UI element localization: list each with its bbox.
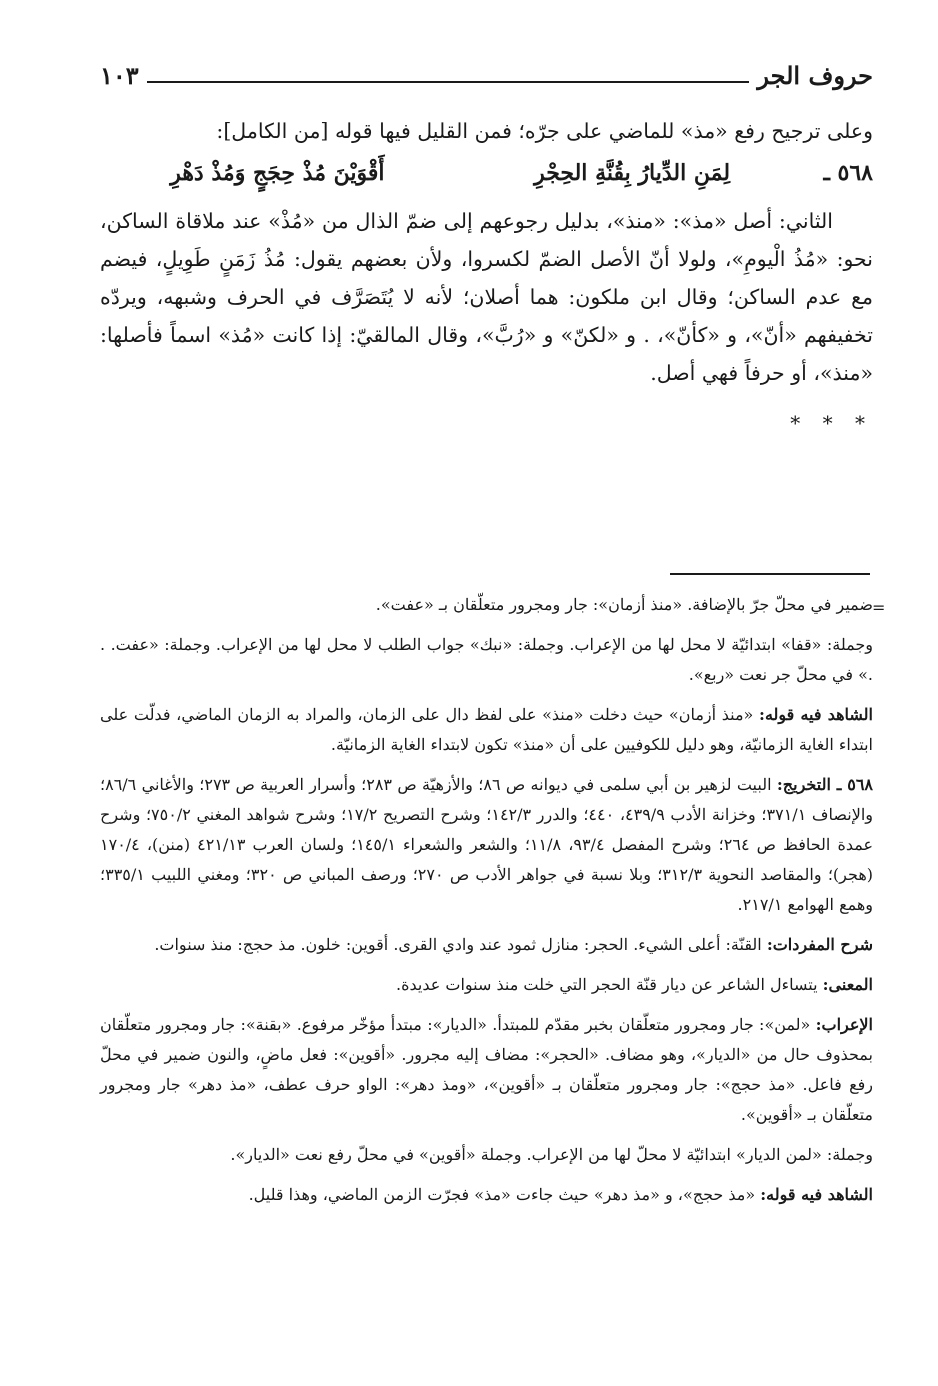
intro-paragraph: وعلى ترجيح رفع «مذ» للماضي على جرّه؛ فمن القليل فيها قوله [من الكامل]: [216,119,873,143]
footnote-paragraph [100,630,873,690]
footnote-paragraph [100,1010,873,1130]
footnote-text: وجملة: «قفا» ابتدائيّة لا محل لها من الإعراب. وجملة: «نبك» جواب الطلب لا محل لها من الإعراب. وجملة: «عفت. . .» في محلّ جر نعت «ربع». [100,635,873,684]
verse-number: ٥٦٨ ـ [823,160,873,186]
footnote-text: القنّة: أعلى الشيء. الحجر: منازل ثمود عند وادي القرى. أقوين: خلون. مذ حجج: منذ سنوات. [154,935,762,954]
footnote-text: «لمن»: جار ومجرور متعلّقان بخبر مقدّم للمبتدأ. «الديار»: مبتدأ مؤخّر مرفوع. «بقنة»: جار ومجرور متعلّقان بمحذوف حال من «الديار»، وهو مضاف. «الحجر»: مضاف إليه مجرور. «أقوين»: فعل ماضٍ، والنون ضمير في محلّ رفع فاعل. «مذ حجج»: جار ومجرور متعلّقان بـ «أقوين»، «ومذ دهر»: الواو حرف عطف، «مذ دهر» جار ومجرور متعلّقان بـ «أقوين». [100,1015,873,1124]
footnote-text: «منذ أزمان» حيث دخلت «منذ» على لفظ دال على الزمان، والمراد به الزمان الماضي، فدلّت على ابتداء الغاية الزمانيّة، وهو دليل للكوفيين على أن «منذ» تكون لابتداء الغاية الزمانيّة. [100,705,873,754]
footnote-paragraph [100,590,873,620]
footnote-rule [670,573,870,575]
running-header [100,50,873,90]
footnote-label: الإعراب: [815,1015,873,1034]
footnotes [100,590,873,1220]
verse-first-hemistich: لِمَنِ الدِّيارُ بِقُنَّةِ الحِجْرِ [534,160,731,186]
footnote-paragraph [100,1140,873,1170]
footnote-paragraph [100,970,873,1000]
footnote-text: يتساءل الشاعر عن ديار قنّة الحجر التي خلت منذ سنوات عديدة. [396,975,818,994]
verse-second-hemistich: أَقْوَيْنَ مُذْ حِجَجٍ وَمُذْ دَهْرِ [170,160,385,186]
chapter-title: حروف الجر [757,61,873,90]
section-separator: * * * [790,411,873,435]
poetry-verse [100,154,873,192]
main-text [100,112,873,442]
footnote-paragraph [100,700,873,760]
footnote-label: شرح المفردات: [766,935,873,954]
page-number: ١٠٣ [100,61,139,90]
continuation-mark: = [872,598,886,617]
footnote-text: وجملة: «لمن الديار» ابتدائيّة لا محلّ لها من الإعراب. وجملة «أقوين» في محلّ رفع نعت «الديار». [230,1145,873,1164]
footnote-label: المعنى: [822,975,873,994]
footnote-label: الشاهد فيه قوله: [760,1185,873,1204]
footnote-text: البيت لزهير بن أبي سلمى في ديوانه ص ٨٦؛ والأزهيّة ص ٢٨٣؛ وأسرار العربية ص ٢٧٣؛ والأغاني ٨٦/٦؛ والإنصاف ٣٧١/١؛ وخزانة الأدب ٤٣٩/٩، ٤٤٠؛ والدرر ١٤٢/٣؛ وشرح التصريح ١٧/٢؛ وشرح شواهد المغني ٧٥٠/٢؛ وشرح عمدة الحافظ ص ٢٦٤؛ وشرح المفصل ٩٣/٤، ١١/٨؛ والشعر والشعراء ١٤٥/١؛ ولسان العرب ٤٢١/١٣ (منن)، ١٧٠/٤ (هجر)؛ والمقاصد النحوية ٣١٢/٣؛ وبلا نسبة في جواهر الأدب ص ٢٧٠؛ ورصف المباني ص ٣٢٠؛ ومغني اللبيب ٣٣٥/١؛ وهمع الهوامع ٢١٧/١. [100,775,874,914]
footnote-label: ٥٦٨ ـ التخريج: [776,775,873,794]
footnote-text: «مذ حجج»، و «مذ دهر» حيث جاءت «مذ» فجرّت الزمن الماضي، وهذا قليل. [248,1185,756,1204]
footnote-paragraph [100,770,873,920]
footnote-text: ضمير في محلّ جرّ بالإضافة. «منذ أزمان»: جار ومجرور متعلّقان بـ «عفت». [375,595,873,614]
header-rule [147,81,750,83]
body-paragraph: الثاني: أصل «مذ»: «منذ»، بدليل رجوعهم إلى ضمّ الذال من «مُذْ» عند ملاقاة الساكن، نحو: «مُذُ الْيومِ»، ولولا أنّ الأصل الضمّ لكسروا، ولأن بعضهم يقول: مُذُ زَمَنٍ طَوِيلٍ، فيضم مع عدم الساكن؛ وقال ابن ملكون: هما أصلان؛ لأنه لا يُتَصَرَّف في الحرف وشبهه، ويردّه تخفيفهم «أنّ»، و «كأنّ»، . و «لكنّ» و «رُبَّ»، وقال المالقيّ: إذا كانت «مُذ» اسماً فأصلها: «منذ»، أو حرفاً فهي أصل. [100,209,873,385]
footnote-paragraph [100,930,873,960]
footnote-paragraph [100,1180,873,1210]
footnote-label: الشاهد فيه قوله: [759,705,874,724]
